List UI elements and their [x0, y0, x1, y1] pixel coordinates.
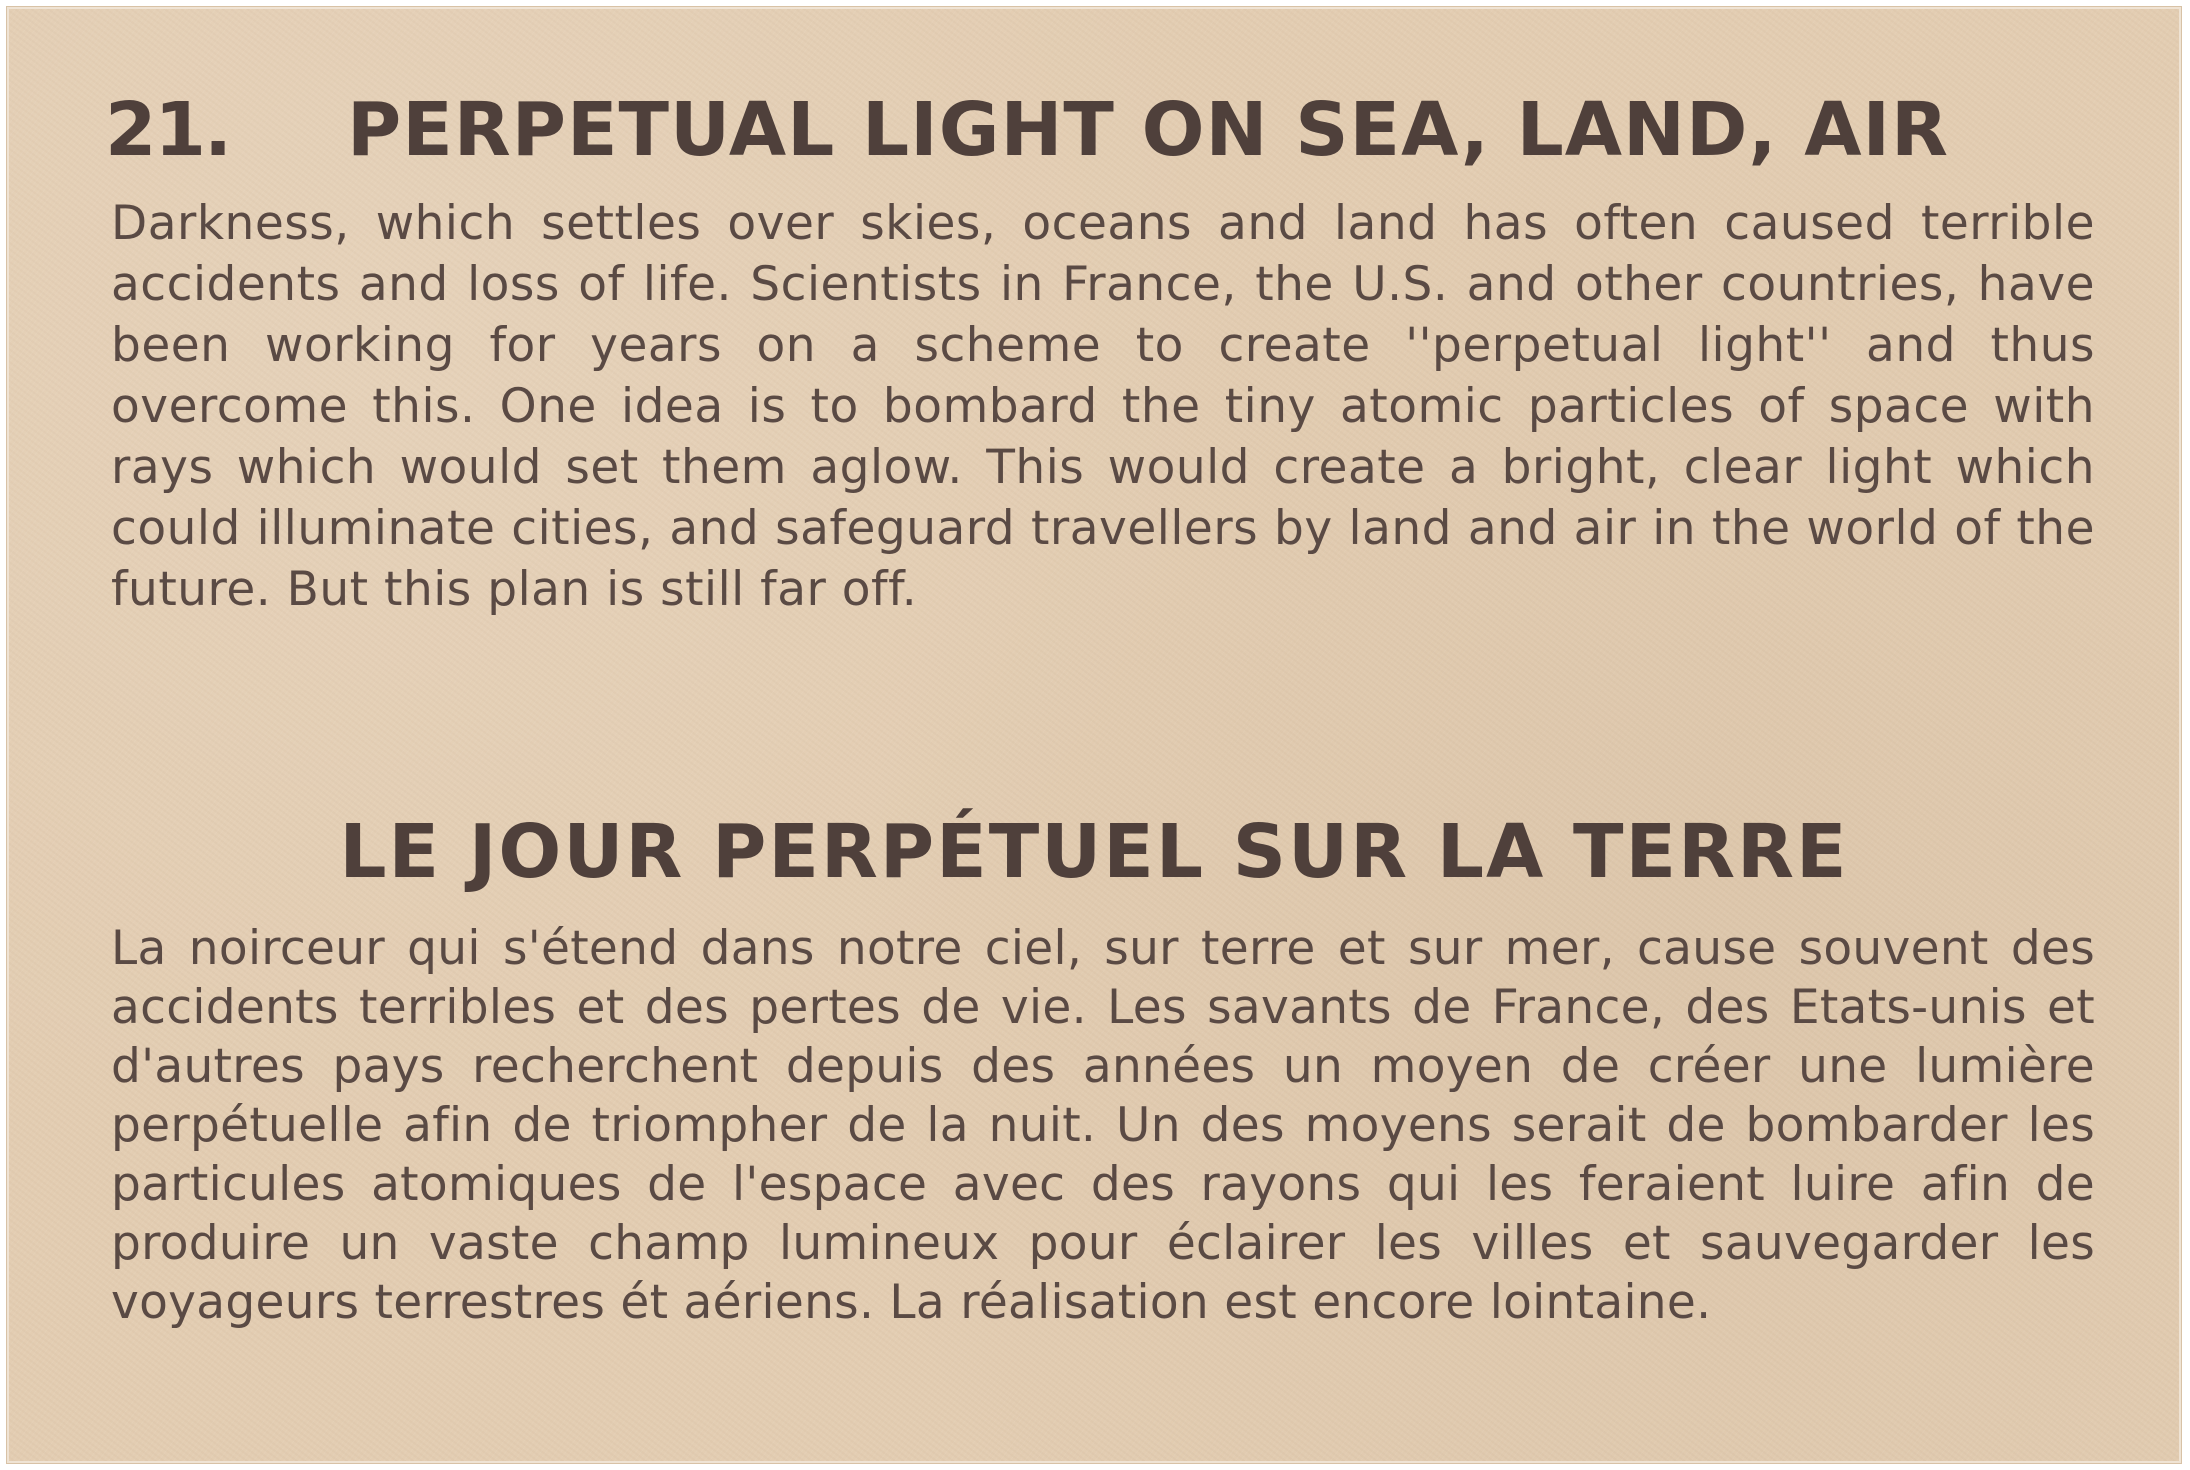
english-description: Darkness, which settles over skies, oceans and land has often caused terrible accidents and loss of life. Scientists in France, the U.S. and other countries, have been working for years on a scheme to create ''perpetual light'' and thus overcome this. One idea is to bombard the tiny atomic particles of space with rays which would set them aglow. This would create a bright, clear light which could illuminate cities, and safeguard travellers by land and air in the world of the future. But this plan is still far off.	[111, 196, 2095, 617]
english-title: PERPETUAL LIGHT ON SEA, LAND, AIR	[347, 87, 1950, 173]
card-number: 21.	[105, 87, 231, 173]
french-title: LE JOUR PERPÉTUEL SUR LA TERRE	[339, 809, 1849, 895]
trading-card-back	[6, 6, 2182, 1464]
english-heading	[105, 85, 2095, 175]
french-description: La noirceur qui s'étend dans notre ciel, sur terre et sur mer, cause souvent des accidents terribles et des pertes de vie. Les savants de France, des Etats-unis et d'autres pays recherchent depuis des années un moyen de créer une lumière perpétuelle afin de triompher de la nuit. Un des moyens serait de bombarder les particules atomiques de l'espace avec des rayons qui les feraient luire afin de produire un vaste champ lumineux pour éclairer les villes et sauvegarder les voyageurs terrestres ét aériens. La réalisation est encore lointaine.	[111, 921, 2095, 1330]
